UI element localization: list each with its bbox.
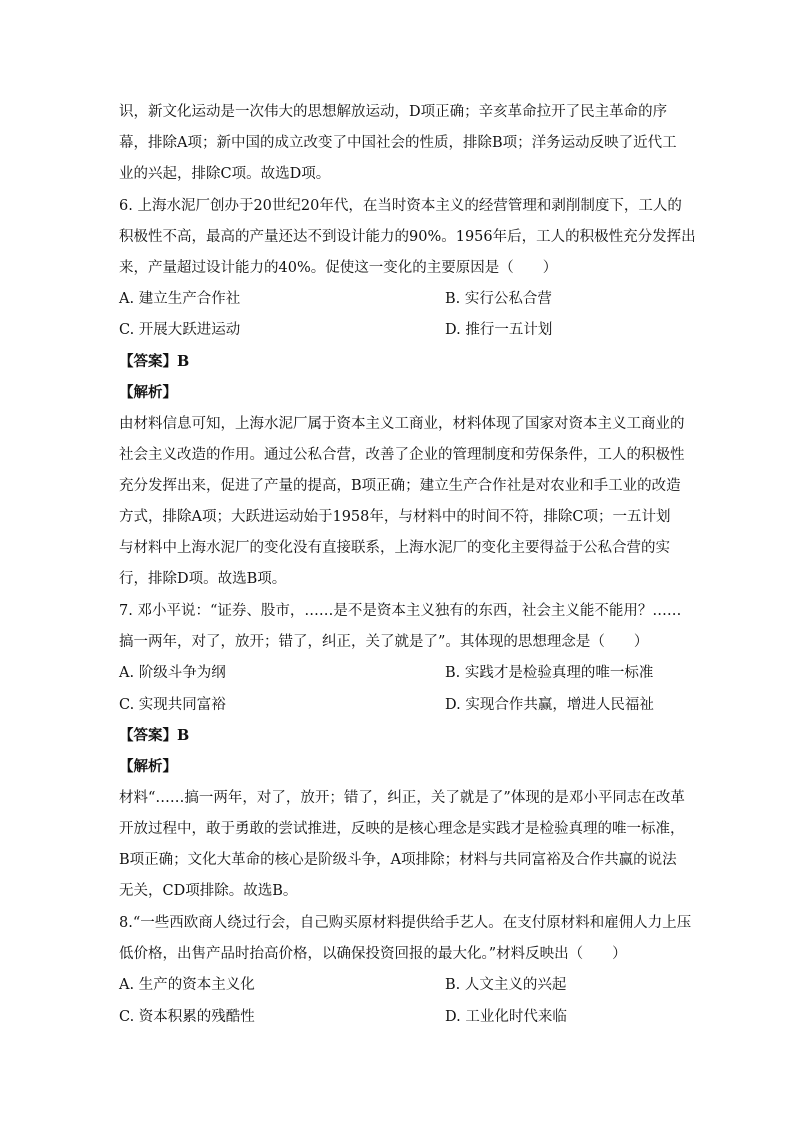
q6-stem-line: 来，产量超过设计能力的40%。促使这一变化的主要原因是（ ）: [119, 260, 558, 276]
q6-analysis-line: 行，排除D项。故选B项。: [119, 571, 287, 587]
q6-analysis-label: 【解析】: [119, 384, 177, 401]
q6-analysis-line: 由材料信息可知，上海水泥厂属于资本主义工商业，材料体现了国家对资本主义工商业的: [119, 416, 685, 432]
q7-option-d: D. 实现合作共赢，增进人民福祉: [445, 697, 654, 713]
q8-stem-line: 8.“一些西欧商人绕过行会，自己购买原材料提供给手艺人。在支付原材料和雇佣人力上压: [119, 915, 692, 931]
q7-analysis-line: 材料“……搞一两年，对了，放开；错了，纠正，关了就是了”体现的是邓小平同志在改革: [119, 790, 685, 806]
q6-analysis-line: 充分发挥出来，促进了产量的提高，B项正确；建立生产合作社是对农业和手工业的改造: [119, 478, 681, 494]
q6-stem-line: 6. 上海水泥厂创办于20世纪20年代，在当时资本主义的经营管理和剥削制度下，工人的: [119, 198, 682, 214]
q8-option-a: A. 生产的资本主义化: [119, 977, 255, 993]
q8-stem-line: 低价格，出售产品时抬高价格，以确保投资回报的最大化。”材料反映出（ ）: [119, 946, 627, 962]
q6-analysis-line: 社会主义改造的作用。通过公私合营，改善了企业的管理制度和劳保条件，工人的积极性: [119, 447, 685, 463]
q7-answer: 【答案】B: [119, 727, 190, 744]
q7-analysis-line: 开放过程中，敢于勇敢的尝试推进，反映的是核心理念是实践才是检验真理的唯一标准，: [119, 821, 685, 837]
q6-stem-line: 积极性不高，最高的产量还达不到设计能力的90%。1956年后，工人的积极性充分发挥出: [119, 229, 696, 245]
q6-answer: 【答案】B: [119, 353, 190, 370]
q6-option-d: D. 推行一五计划: [445, 322, 553, 338]
q8-option-b: B. 人文主义的兴起: [445, 977, 567, 993]
q7-analysis-line: 无关，CD项排除。故选B。: [119, 883, 298, 899]
q7-analysis-label: 【解析】: [119, 758, 177, 775]
q7-stem-line: 搞一两年，对了，放开；错了，纠正，关了就是了”。其体现的思想理念是（ ）: [119, 634, 649, 650]
q8-option-c: C. 资本积累的残酷性: [119, 1009, 255, 1025]
q7-option-a: A. 阶级斗争为纲: [119, 665, 226, 681]
q7-option-c: C. 实现共同富裕: [119, 697, 226, 713]
prev-analysis-line: 幕，排除A项；新中国的成立改变了中国社会的性质，排除B项；洋务运动反映了近代工: [119, 135, 677, 151]
q6-analysis-line: 方式，排除A项；大跃进运动始于1958年，与材料中的时间不符，排除C项；一五计划: [119, 509, 671, 525]
q6-option-b: B. 实行公私合营: [445, 291, 552, 307]
prev-analysis-line: 业的兴起，排除C项。故选D项。: [119, 166, 331, 182]
prev-analysis-line: 识，新文化运动是一次伟大的思想解放运动，D项正确；辛亥革命拉开了民主革命的序: [119, 104, 668, 120]
q7-stem-line: 7. 邓小平说：“证券、股市，……是不是资本主义独有的东西，社会主义能不能用？……: [119, 603, 682, 619]
q7-option-b: B. 实践才是检验真理的唯一标准: [445, 665, 654, 681]
q6-option-c: C. 开展大跃进运动: [119, 322, 241, 338]
q6-analysis-line: 与材料中上海水泥厂的变化没有直接联系，上海水泥厂的变化主要得益于公私合营的实: [119, 540, 670, 556]
q6-option-a: A. 建立生产合作社: [119, 291, 241, 307]
q8-option-d: D. 工业化时代来临: [445, 1009, 567, 1025]
q7-analysis-line: B项正确；文化大革命的核心是阶级斗争，A项排除；材料与共同富裕及合作共赢的说法: [119, 852, 677, 868]
